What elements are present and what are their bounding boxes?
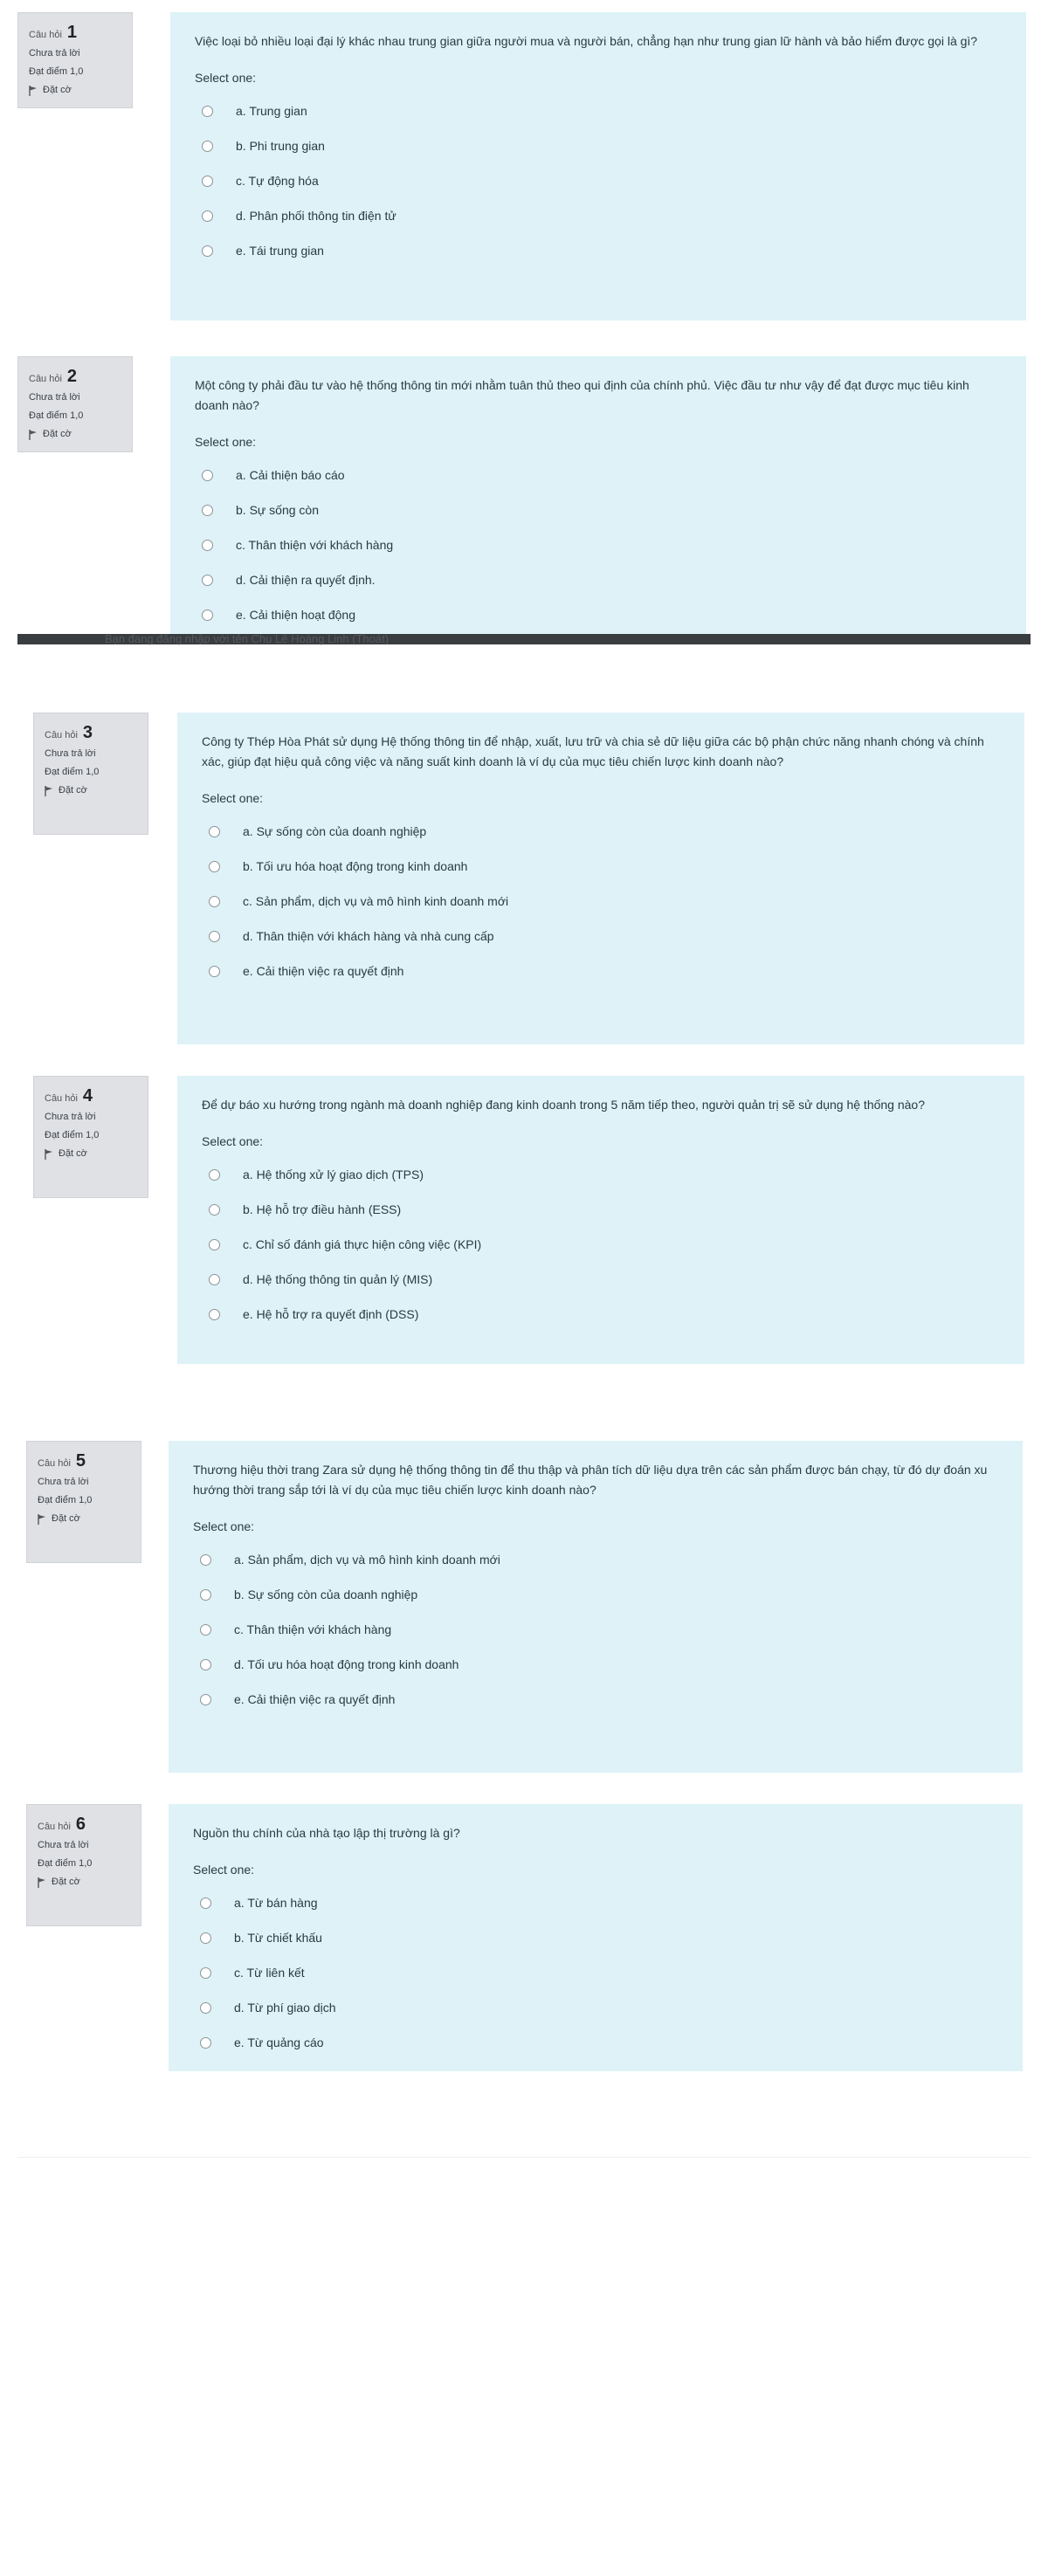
radio-button[interactable]: [209, 826, 220, 837]
option-label: a. Sản phẩm, dịch vụ và mô hình kinh doanh mới: [234, 1553, 500, 1567]
answer-option-b[interactable]: [202, 849, 998, 884]
answer-option-c[interactable]: [202, 884, 998, 919]
radio-button[interactable]: [200, 1967, 211, 1979]
question-number: 1: [66, 23, 78, 42]
question-label: Câu hỏi: [29, 374, 62, 384]
option-label: b. Sự sống còn của doanh nghiệp: [234, 1588, 418, 1601]
flag-question-button[interactable]: [45, 1145, 139, 1163]
option-label: a. Từ bán hàng: [234, 1896, 318, 1910]
option-label: c. Thân thiện với khách hàng: [236, 538, 394, 552]
flag-label: Đặt cờ: [43, 429, 72, 439]
answer-option-e[interactable]: [195, 597, 1000, 632]
select-one-prompt: Select one:: [193, 1519, 255, 1533]
flag-label: Đặt cờ: [52, 1513, 80, 1524]
option-label: e. Cải thiện việc ra quyết định: [234, 1692, 396, 1706]
radio-button[interactable]: [202, 470, 213, 481]
answer-option-d[interactable]: [202, 1262, 998, 1297]
answer-option-d[interactable]: [202, 919, 998, 954]
option-label: c. Chỉ số đánh giá thực hiện công việc (KPI): [243, 1237, 482, 1251]
question-points: Đạt điểm 1,0: [38, 1858, 93, 1869]
option-label: b. Sự sống còn: [236, 503, 319, 517]
select-one-prompt: Select one:: [195, 435, 257, 449]
answer-option-e[interactable]: [195, 233, 1000, 268]
page-divider: [17, 2157, 1031, 2158]
answer-option-a[interactable]: [195, 458, 1000, 492]
radio-button[interactable]: [202, 245, 213, 257]
question-status: Chưa trả lời: [29, 392, 80, 403]
radio-button[interactable]: [202, 540, 213, 551]
question-content: [170, 356, 1026, 634]
question-status: Chưa trả lời: [29, 48, 80, 59]
question-number: 3: [82, 723, 93, 742]
radio-button[interactable]: [200, 2037, 211, 2049]
radio-button[interactable]: [209, 1309, 220, 1320]
question-label: Câu hỏi: [38, 1822, 71, 1832]
question-info: [17, 356, 133, 452]
radio-button[interactable]: [200, 1694, 211, 1705]
radio-button[interactable]: [200, 1898, 211, 1909]
question-points: Đạt điểm 1,0: [29, 410, 84, 421]
radio-button[interactable]: [200, 2002, 211, 2014]
answer-option-a[interactable]: [193, 1885, 996, 1920]
radio-button[interactable]: [209, 966, 220, 977]
radio-button[interactable]: [200, 1589, 211, 1601]
option-label: d. Từ phí giao dịch: [234, 2001, 336, 2015]
answer-option-d[interactable]: [193, 1647, 996, 1682]
option-label: c. Tự động hóa: [236, 174, 319, 188]
question-points: Đạt điểm 1,0: [38, 1495, 93, 1505]
option-label: c. Sản phẩm, dịch vụ và mô hình kinh doanh mới: [243, 894, 509, 908]
question-number: 2: [66, 367, 78, 386]
flag-question-button[interactable]: [29, 425, 123, 444]
radio-button[interactable]: [202, 106, 213, 117]
select-one-prompt: Select one:: [202, 1134, 264, 1148]
radio-button[interactable]: [202, 141, 213, 152]
option-label: d. Cải thiện ra quyết định.: [236, 573, 376, 587]
radio-button[interactable]: [202, 505, 213, 516]
flag-question-button[interactable]: [38, 1510, 132, 1528]
option-label: e. Từ quảng cáo: [234, 2035, 324, 2049]
flag-icon: [45, 1149, 53, 1160]
question-text: Một công ty phải đầu tư vào hệ thống thông tin mới nhằm tuân thủ theo qui định của chính phủ. Việc đầu tư như vậy để đạt được mục tiêu kinh doanh nào?: [195, 378, 969, 412]
radio-button[interactable]: [202, 575, 213, 586]
answer-option-e[interactable]: [202, 1297, 998, 1332]
flag-label: Đặt cờ: [59, 1148, 87, 1159]
answer-option-b[interactable]: [195, 128, 1000, 163]
login-status-text: Bạn đang đăng nhập với tên Chu Lê Hoàng Linh (Thoát): [105, 632, 390, 645]
question-status: Chưa trả lời: [45, 748, 96, 759]
option-label: a. Sự sống còn của doanh nghiệp: [243, 824, 427, 838]
question-text: Thương hiệu thời trang Zara sử dụng hệ thống thông tin để thu thập và phân tích dữ liệu dựa trên các sản phẩm được bán chạy, từ đó dự đoán xu hướng thời trang sắp tới là ví dụ của mục tiêu chiến lược kinh doanh nào?: [193, 1463, 988, 1497]
select-one-prompt: Select one:: [195, 71, 257, 85]
radio-button[interactable]: [202, 610, 213, 621]
answer-option-a[interactable]: [193, 1542, 996, 1577]
select-one-prompt: Select one:: [193, 1863, 255, 1877]
flag-icon: [29, 430, 38, 440]
answer-option-e[interactable]: [193, 1682, 996, 1717]
question-info: [33, 1076, 148, 1198]
radio-button[interactable]: [209, 861, 220, 872]
radio-button[interactable]: [209, 1239, 220, 1250]
option-label: e. Hệ hỗ trợ ra quyết định (DSS): [243, 1307, 419, 1321]
question-content: [177, 713, 1024, 1044]
option-label: b. Hệ hỗ trợ điều hành (ESS): [243, 1202, 402, 1216]
answer-option-a[interactable]: [202, 1157, 998, 1192]
radio-button[interactable]: [200, 1554, 211, 1566]
option-label: e. Cải thiện việc ra quyết định: [243, 964, 404, 978]
option-label: a. Cải thiện báo cáo: [236, 468, 345, 482]
radio-button[interactable]: [209, 1274, 220, 1285]
question-status: Chưa trả lời: [38, 1840, 89, 1850]
question-status: Chưa trả lời: [45, 1112, 96, 1122]
flag-question-button[interactable]: [38, 1873, 132, 1891]
question-status: Chưa trả lời: [38, 1477, 89, 1487]
answer-option-b[interactable]: [193, 1920, 996, 1955]
question-points: Đạt điểm 1,0: [45, 1130, 100, 1140]
question-text: Công ty Thép Hòa Phát sử dụng Hệ thống thông tin để nhập, xuất, lưu trữ và chia sẻ dữ liệu giữa các bộ phận chức năng nhanh chóng và chính xác, giúp đạt hiệu quả công việc và năng suất kinh doanh là ví dụ của mục tiêu chiến lược kinh doanh nào?: [202, 734, 984, 768]
radio-button[interactable]: [209, 1204, 220, 1216]
option-label: b. Từ chiết khấu: [234, 1931, 322, 1945]
answer-option-a[interactable]: [195, 93, 1000, 128]
option-label: c. Thân thiện với khách hàng: [234, 1622, 392, 1636]
question-text: Nguồn thu chính của nhà tạo lập thị trường là gì?: [193, 1826, 460, 1840]
question-info: [17, 12, 133, 108]
question-content: [169, 1441, 1023, 1773]
option-label: b. Phi trung gian: [236, 139, 325, 153]
question-content: [169, 1804, 1023, 2071]
question-number: 6: [75, 1815, 86, 1834]
answer-option-d[interactable]: [193, 1990, 996, 2025]
question-points: Đạt điểm 1,0: [29, 66, 84, 77]
option-label: d. Tối ưu hóa hoạt động trong kinh doanh: [234, 1657, 459, 1671]
answer-option-c[interactable]: [195, 527, 1000, 562]
option-label: b. Tối ưu hóa hoạt động trong kinh doanh: [243, 859, 468, 873]
question-content: [177, 1076, 1024, 1364]
option-label: d. Thân thiện với khách hàng và nhà cung cấp: [243, 929, 494, 943]
question-text: Việc loại bỏ nhiều loại đại lý khác nhau trung gian giữa người mua và người bán, chẳng hạn như trung gian lữ hành và bảo hiểm được gọi là gì?: [195, 34, 978, 48]
question-label: Câu hỏi: [45, 1093, 78, 1104]
option-label: a. Hệ thống xử lý giao dịch (TPS): [243, 1167, 424, 1181]
flag-icon: [45, 786, 53, 796]
option-label: a. Trung gian: [236, 104, 307, 118]
question-number: 4: [82, 1086, 93, 1105]
question-points: Đạt điểm 1,0: [45, 767, 100, 777]
flag-icon: [29, 86, 38, 96]
flag-icon: [38, 1877, 46, 1888]
answer-option-d[interactable]: [195, 562, 1000, 597]
answer-option-a[interactable]: [202, 814, 998, 849]
question-label: Câu hỏi: [29, 30, 62, 40]
question-info: [33, 713, 148, 835]
question-text: Để dự báo xu hướng trong ngành mà doanh nghiệp đang kinh doanh trong 5 năm tiếp theo, người quản trị sẽ sử dụng hệ thống nào?: [202, 1098, 925, 1112]
answer-option-b[interactable]: [195, 492, 1000, 527]
flag-question-button[interactable]: [45, 782, 139, 800]
flag-question-button[interactable]: [29, 81, 123, 100]
flag-icon: [38, 1514, 46, 1525]
option-label: c. Từ liên kết: [234, 1966, 305, 1980]
radio-button[interactable]: [209, 896, 220, 907]
question-label: Câu hỏi: [38, 1458, 71, 1469]
option-label: e. Tái trung gian: [236, 244, 324, 258]
question-content: [170, 12, 1026, 320]
radio-button[interactable]: [209, 931, 220, 942]
answer-option-e[interactable]: [193, 2025, 996, 2060]
option-label: e. Cải thiện hoạt động: [236, 608, 355, 622]
flag-label: Đặt cờ: [43, 85, 72, 95]
radio-button[interactable]: [200, 1624, 211, 1636]
flag-label: Đặt cờ: [59, 785, 87, 796]
answer-option-c[interactable]: [193, 1955, 996, 1990]
answer-option-b[interactable]: [202, 1192, 998, 1227]
answer-option-e[interactable]: [202, 954, 998, 988]
option-label: d. Hệ thống thông tin quản lý (MIS): [243, 1272, 433, 1286]
question-label: Câu hỏi: [45, 730, 78, 740]
answer-option-d[interactable]: [195, 198, 1000, 233]
question-info: [26, 1804, 141, 1926]
answer-option-c[interactable]: [195, 163, 1000, 198]
answer-option-c[interactable]: [193, 1612, 996, 1647]
flag-label: Đặt cờ: [52, 1877, 80, 1887]
question-info: [26, 1441, 141, 1563]
radio-button[interactable]: [202, 176, 213, 187]
answer-option-b[interactable]: [193, 1577, 996, 1612]
question-number: 5: [75, 1451, 86, 1471]
answer-option-c[interactable]: [202, 1227, 998, 1262]
radio-button[interactable]: [200, 1659, 211, 1670]
option-label: d. Phân phối thông tin điện tử: [236, 209, 396, 223]
radio-button[interactable]: [200, 1932, 211, 1944]
select-one-prompt: Select one:: [202, 791, 264, 805]
radio-button[interactable]: [209, 1169, 220, 1181]
radio-button[interactable]: [202, 210, 213, 222]
